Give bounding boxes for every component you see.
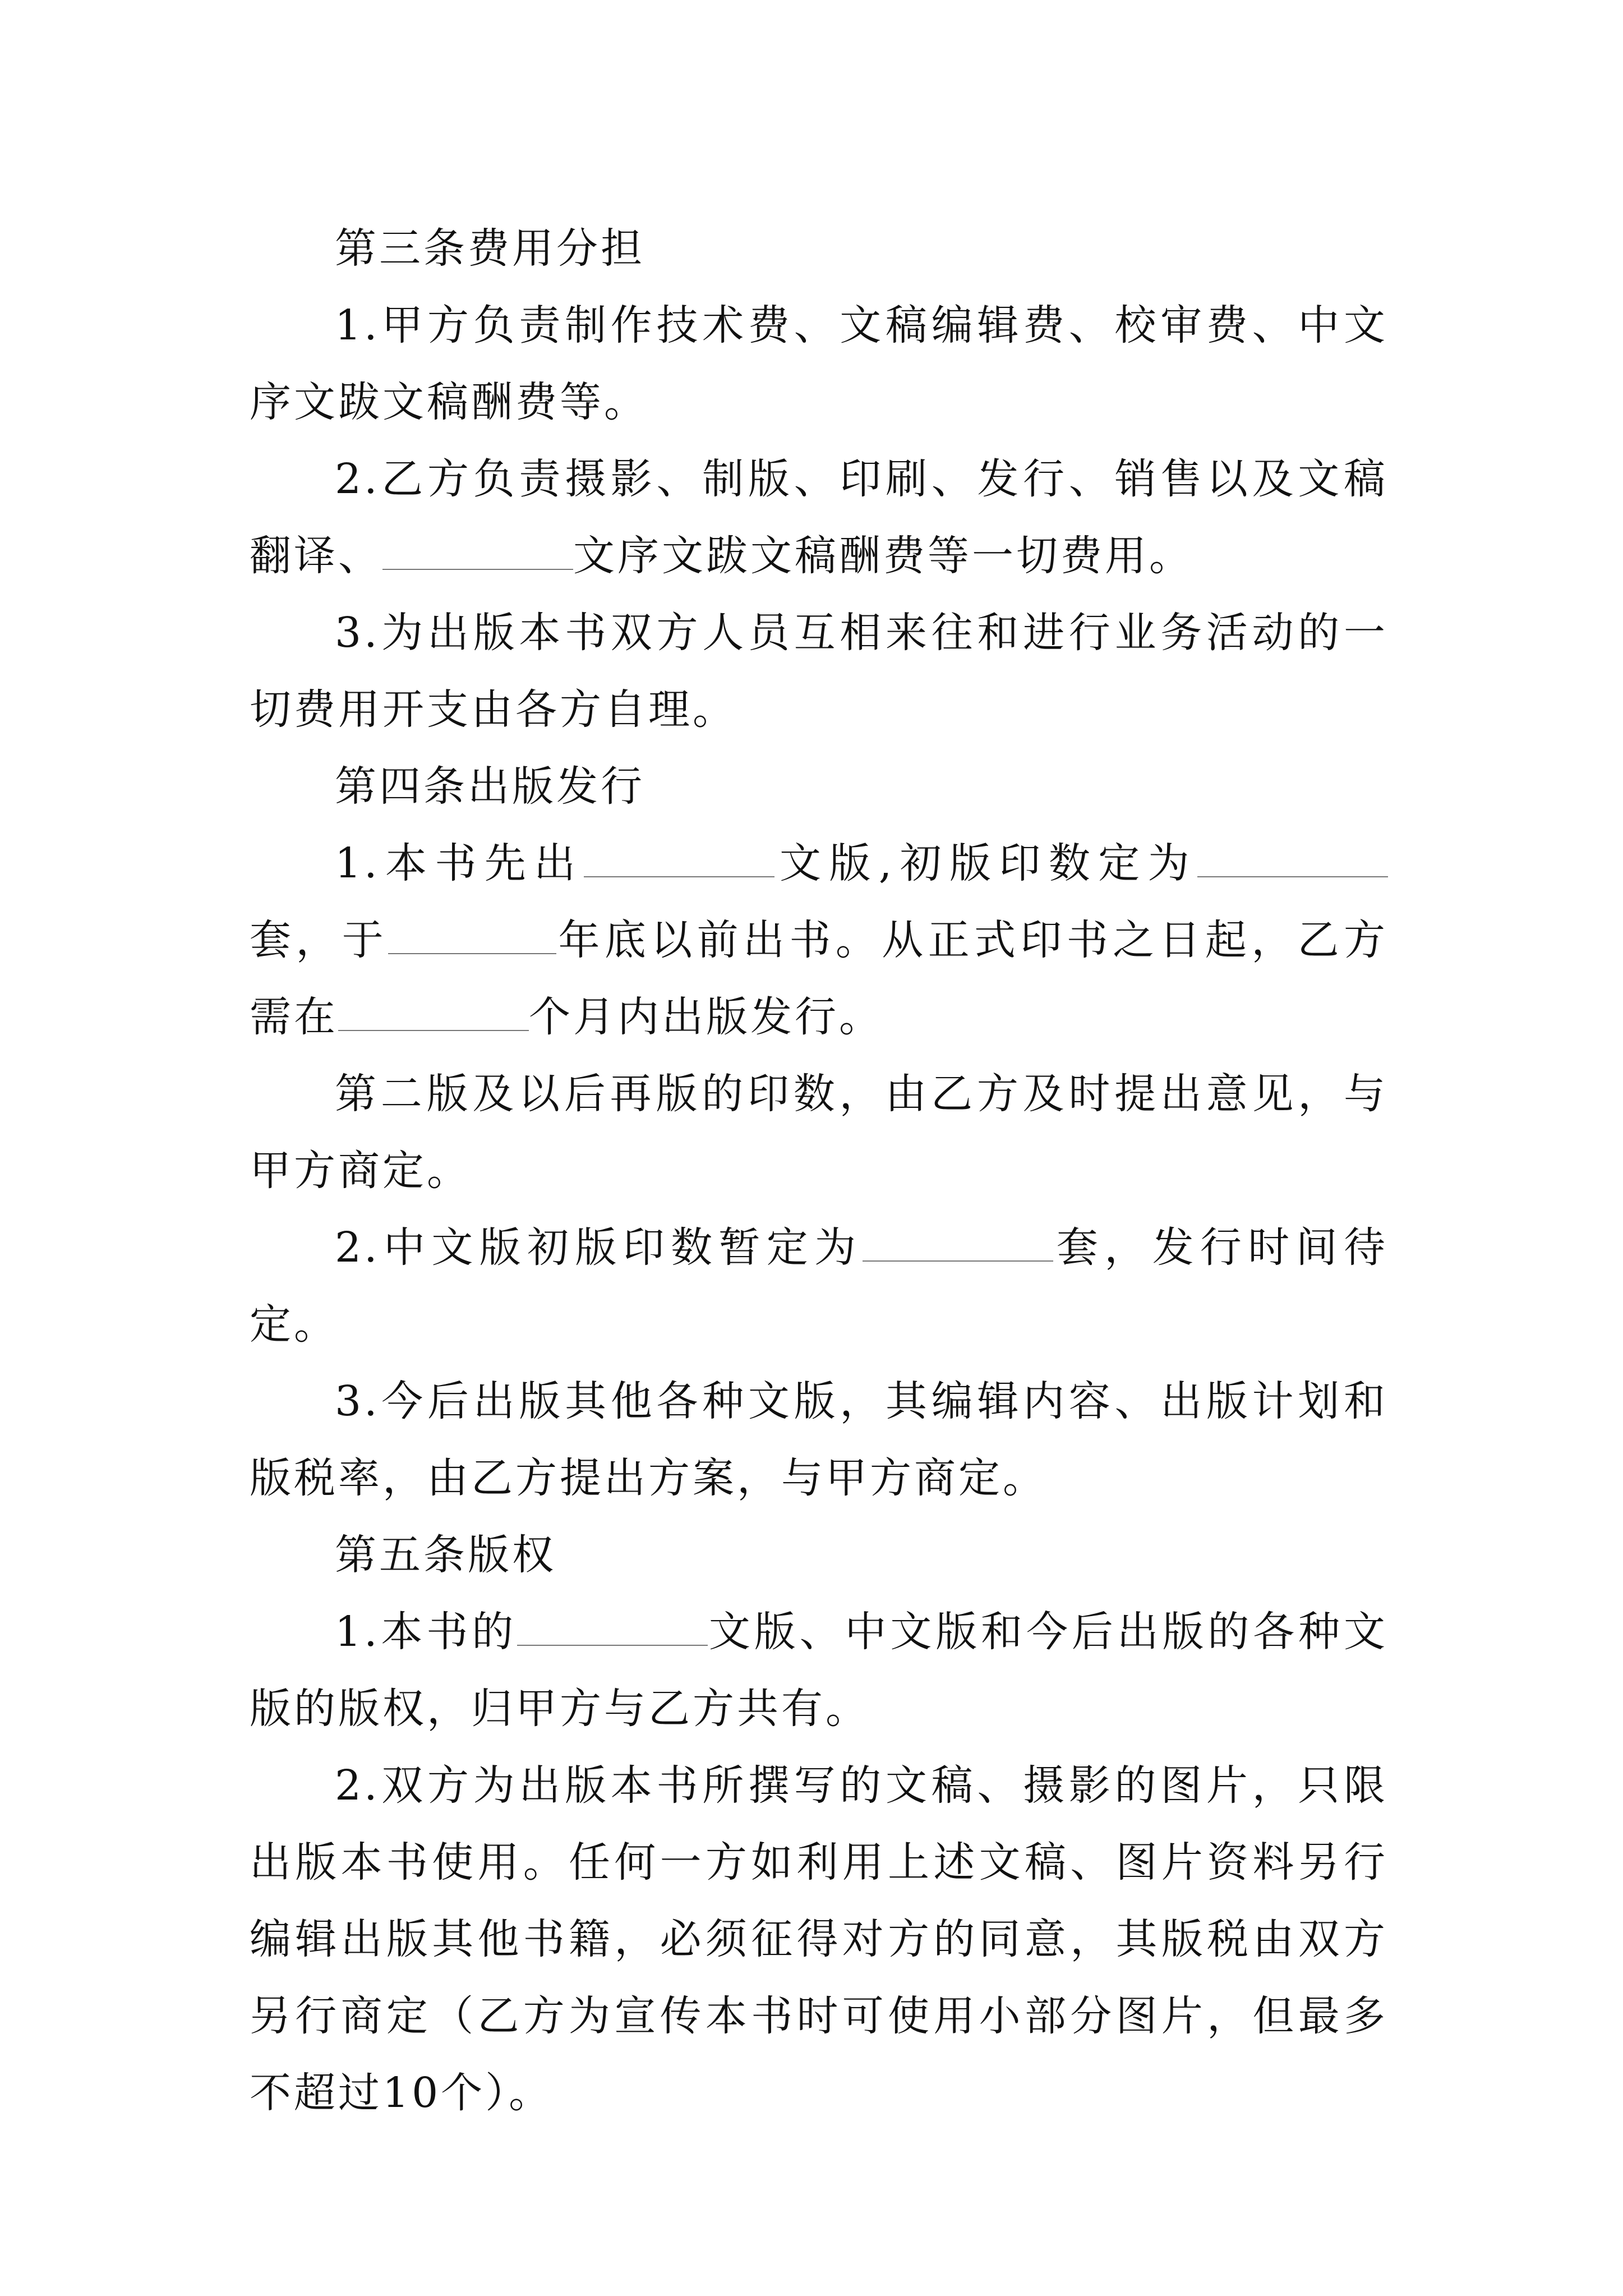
article-4-clause-2 (250, 1209, 1388, 1363)
article-4-clause-1-text-a: 1.本书先出 (335, 839, 584, 887)
fill-in-blank[interactable] (338, 991, 529, 1031)
fill-in-blank[interactable] (382, 530, 573, 570)
fill-in-blank[interactable] (388, 914, 556, 954)
fill-in-blank[interactable] (1197, 837, 1388, 877)
article-4-clause-2-text-a: 2.中文版初版印数暂定为 (335, 1223, 863, 1272)
article-3-clause-2-text-b: 文序文跋文稿酬费等一切费用。 (573, 532, 1193, 580)
fill-in-blank[interactable] (863, 1221, 1053, 1262)
article-4-clause-1-text-c: 套，于 (250, 916, 389, 964)
article-4-heading: 第四条出版发行 (335, 762, 645, 811)
article-4-clause-1-text-b: 文版,初版印数定为 (774, 839, 1197, 887)
article-4-clause-3: 3.今后出版其他各种文版，其编辑内容、出版计划和版税率，由乙方提出方案，与甲方商定。 (250, 1377, 1388, 1502)
article-3-clause-3: 3.为出版本书双方人员互相来往和进行业务活动的一切费用开支由各方自理。 (250, 609, 1388, 734)
article-3-clause-1: 1.甲方负责制作技术费、文稿编辑费、校审费、中文序文跋文稿酬费等。 (250, 301, 1388, 426)
article-4-clause-1 (250, 825, 1388, 1056)
article-5-heading: 第五条版权 (335, 1531, 556, 1579)
article-5-clause-1 (250, 1594, 1388, 1747)
fill-in-blank[interactable] (517, 1605, 708, 1646)
article-3-clause-2-text-a: 2.乙方负责摄影、制版、印刷、发行、销售以及文稿翻译、 (250, 455, 1388, 580)
article-4-clause-1-text-e: 个月内出版发行。 (529, 993, 883, 1041)
article-4-clause-2-text-b: 套，发行时间待定。 (250, 1223, 1389, 1349)
article-5-clause-1-text-a: 1.本书的 (335, 1608, 518, 1656)
article-4-clause-1-text-d: 年底以前出书。从正式印书之日起，乙方需在 (250, 916, 1389, 1041)
article-5-clause-1-text-b: 文版、中文版和今后出版的各种文版的版权，归甲方与乙方共有。 (250, 1608, 1389, 1733)
article-3-clause-2 (250, 441, 1388, 595)
fill-in-blank[interactable] (584, 837, 774, 877)
article-5-clause-2: 2.双方为出版本书所撰写的文稿、摄影的图片，只限出版本书使用。任何一方如利用上述文稿、图片资料另行编辑出版其他书籍，必须征得对方的同意，其版税由双方另行商定（乙方为宣传本书时可使用小部分图片，但最多不超过10个）。 (250, 1761, 1388, 2117)
article-4-clause-1-note: 第二版及以后再版的印数，由乙方及时提出意见，与甲方商定。 (250, 1070, 1388, 1195)
document-body (250, 210, 1388, 2132)
article-3-heading: 第三条费用分担 (335, 224, 645, 273)
